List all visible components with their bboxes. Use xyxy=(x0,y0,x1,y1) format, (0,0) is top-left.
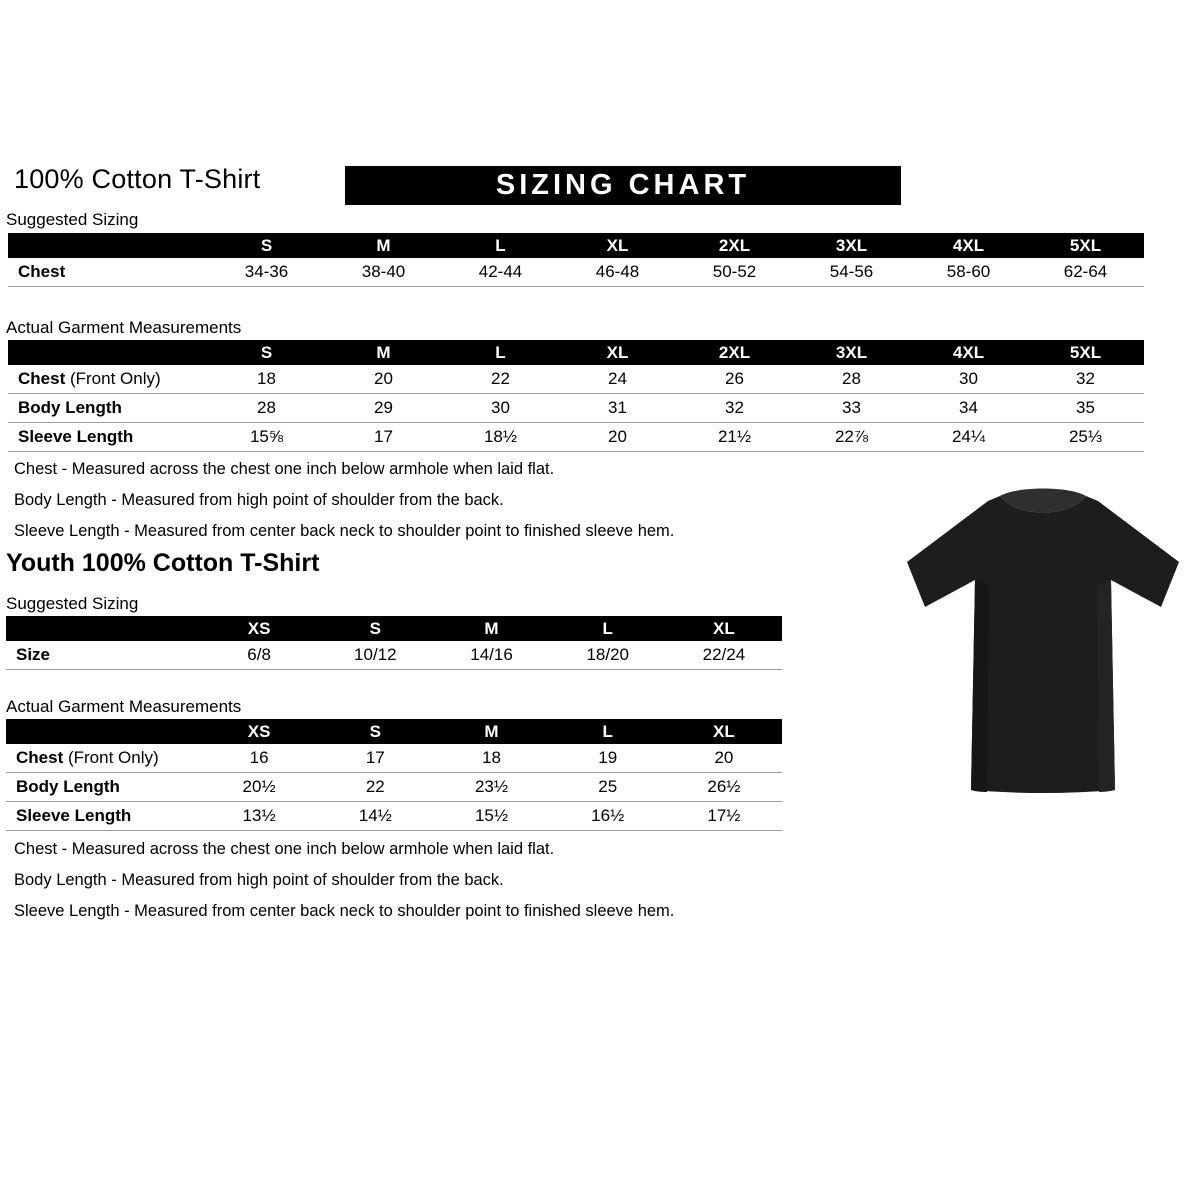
table-row xyxy=(8,394,1144,423)
table-row xyxy=(8,365,1144,394)
column-header: 4XL xyxy=(952,235,985,255)
column-header: XL xyxy=(606,342,629,362)
column-header: 5XL xyxy=(1069,342,1102,362)
adult-actual-measurements-table xyxy=(8,340,1144,452)
table-cell: 38-40 xyxy=(361,262,406,281)
table-cell: 29 xyxy=(374,398,393,417)
table-cell: 46-48 xyxy=(595,262,640,281)
table-cell: 58-60 xyxy=(946,262,991,281)
table-cell: 24¼ xyxy=(951,427,986,446)
youth-suggested-sizing-table xyxy=(6,616,782,670)
column-header: 5XL xyxy=(1069,235,1102,255)
table-cell: 20 xyxy=(714,748,734,767)
table-header-row xyxy=(6,616,782,641)
table-cell: 15⅝ xyxy=(249,427,284,446)
table-header-row xyxy=(8,233,1144,258)
table-cell: 22/24 xyxy=(702,645,746,664)
table-cell: 14/16 xyxy=(470,645,513,664)
table-row xyxy=(6,802,782,831)
table-cell: 24 xyxy=(608,369,627,388)
table-cell: 17 xyxy=(365,748,385,767)
table-cell: 17½ xyxy=(707,806,741,825)
table-cell: 20½ xyxy=(242,777,276,796)
table-cell: 22⅞ xyxy=(834,427,869,446)
sizing-chart-banner: SIZING CHART xyxy=(345,166,901,205)
column-header: 2XL xyxy=(718,342,751,362)
column-header: XL xyxy=(606,235,629,255)
table-cell: 42-44 xyxy=(478,262,523,281)
table-row xyxy=(8,423,1144,452)
adult-suggested-sizing-label: Suggested Sizing xyxy=(6,210,139,229)
column-header: S xyxy=(260,342,273,362)
column-header: L xyxy=(602,721,613,741)
table-row xyxy=(8,258,1144,287)
table-row xyxy=(6,641,782,670)
table-header-row xyxy=(8,340,1144,365)
table-cell: 18 xyxy=(257,369,276,388)
table-cell: 18/20 xyxy=(586,645,629,664)
table-cell: 14½ xyxy=(358,806,392,825)
measurement-note: Chest - Measured across the chest one inch below armhole when laid flat. xyxy=(14,840,555,858)
row-label: Body Length xyxy=(18,398,122,417)
row-label: Size xyxy=(16,645,51,664)
table-cell: 10/12 xyxy=(354,645,397,664)
table-cell: 16 xyxy=(249,748,269,767)
table-cell: 22 xyxy=(491,369,510,388)
table-cell: 31 xyxy=(608,398,627,417)
youth-actual-measurements-label: Actual Garment Measurements xyxy=(6,697,242,716)
table-cell: 16½ xyxy=(591,806,625,825)
youth-title: Youth 100% Cotton T-Shirt xyxy=(6,549,320,577)
table-cell: 13½ xyxy=(242,806,276,825)
table-cell: 6/8 xyxy=(247,645,271,664)
table-cell: 54-56 xyxy=(829,262,874,281)
table-cell: 30 xyxy=(491,398,510,417)
table-cell: 35 xyxy=(1076,398,1095,417)
table-cell: 18½ xyxy=(483,427,518,446)
table-cell: 26½ xyxy=(707,777,741,796)
row-label: Body Length xyxy=(16,777,120,796)
table-cell: 50-52 xyxy=(712,262,757,281)
column-header: 3XL xyxy=(835,342,868,362)
row-label: Chest (Front Only) xyxy=(18,369,161,388)
table-cell: 18 xyxy=(482,748,501,767)
column-header: 2XL xyxy=(718,235,751,255)
table-cell: 32 xyxy=(1076,369,1095,388)
column-header: M xyxy=(484,618,499,638)
column-header: XL xyxy=(713,618,735,638)
table-cell: 25 xyxy=(598,777,618,796)
row-label: Sleeve Length xyxy=(18,427,134,446)
table-row xyxy=(6,744,782,773)
page-title: 100% Cotton T-Shirt xyxy=(14,164,261,194)
youth-measurement-notes xyxy=(14,840,674,933)
column-header: S xyxy=(260,235,273,255)
table-cell: 62-64 xyxy=(1063,262,1108,281)
column-header: XS xyxy=(247,618,271,638)
table-row xyxy=(6,773,782,802)
column-header: XL xyxy=(713,721,735,741)
column-header: M xyxy=(484,721,499,741)
measurement-note: Body Length - Measured from high point of shoulder from the back. xyxy=(14,871,504,889)
table-cell: 15½ xyxy=(474,806,509,825)
table-cell: 33 xyxy=(842,398,861,417)
column-header: XS xyxy=(247,721,271,741)
measurement-note: Body Length - Measured from high point of shoulder from the back. xyxy=(14,491,504,509)
column-header: S xyxy=(369,721,381,741)
table-cell: 30 xyxy=(959,369,978,388)
row-label: Chest (Front Only) xyxy=(16,748,159,767)
table-cell: 28 xyxy=(257,398,276,417)
column-header: 3XL xyxy=(835,235,868,255)
table-cell: 23½ xyxy=(474,777,509,796)
measurement-note: Sleeve Length - Measured from center back neck to shoulder point to finished sleeve hem. xyxy=(14,902,675,920)
table-cell: 17 xyxy=(374,427,393,446)
youth-actual-measurements-table xyxy=(6,719,782,831)
adult-actual-measurements-label: Actual Garment Measurements xyxy=(6,318,242,337)
column-header: L xyxy=(495,235,506,255)
table-cell: 20 xyxy=(374,369,393,388)
measurement-note: Sleeve Length - Measured from center back neck to shoulder point to finished sleeve hem. xyxy=(14,522,675,540)
table-cell: 20 xyxy=(608,427,627,446)
column-header: M xyxy=(376,342,391,362)
column-header: L xyxy=(602,618,613,638)
row-label: Chest xyxy=(18,262,66,281)
table-header-row xyxy=(6,719,782,744)
table-cell: 25⅓ xyxy=(1068,427,1103,446)
column-header: L xyxy=(495,342,506,362)
table-cell: 34 xyxy=(959,398,978,417)
tshirt-image xyxy=(897,474,1189,818)
row-label: Sleeve Length xyxy=(16,806,132,825)
measurement-note: Chest - Measured across the chest one inch below armhole when laid flat. xyxy=(14,460,555,478)
table-cell: 32 xyxy=(725,398,744,417)
table-cell: 22 xyxy=(365,777,385,796)
table-cell: 21½ xyxy=(717,427,752,446)
table-cell: 19 xyxy=(598,748,618,767)
column-header: 4XL xyxy=(952,342,985,362)
adult-measurement-notes xyxy=(14,460,674,553)
table-cell: 34-36 xyxy=(244,262,289,281)
tshirt-silhouette-icon xyxy=(897,474,1189,818)
table-cell: 28 xyxy=(842,369,861,388)
column-header: S xyxy=(369,618,381,638)
column-header: M xyxy=(376,235,391,255)
table-cell: 26 xyxy=(725,369,744,388)
adult-suggested-sizing-table xyxy=(8,233,1144,287)
youth-suggested-sizing-label: Suggested Sizing xyxy=(6,594,139,613)
